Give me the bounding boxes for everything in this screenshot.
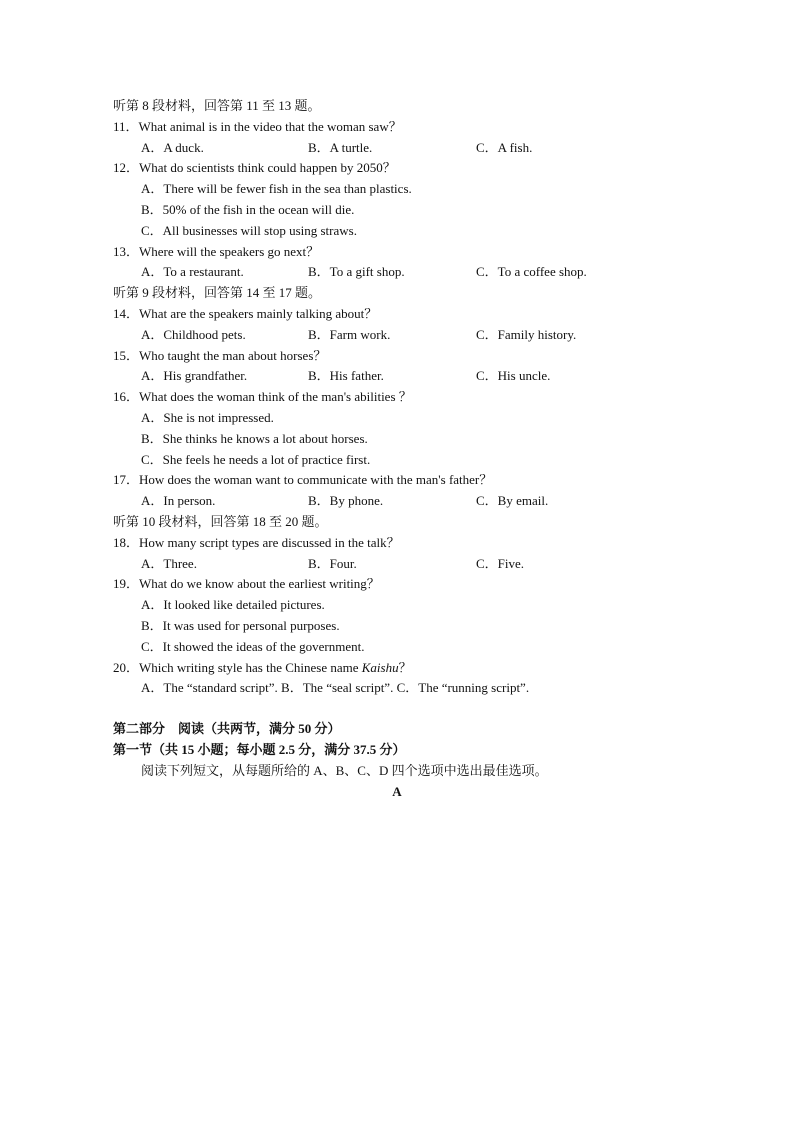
question-17-options xyxy=(113,491,713,512)
option-a: A．A duck. xyxy=(141,139,204,155)
option-a: A．His grandfather. xyxy=(141,368,248,384)
question-13-stem: 13．Where will the speakers go next？ xyxy=(113,243,320,259)
question-13-options xyxy=(113,262,713,283)
question-12-option-c: C．All businesses will stop using straws. xyxy=(141,222,357,238)
question-20-stem-text: 20．Which writing style has the Chinese name xyxy=(113,659,362,675)
option-b: B．Four. xyxy=(308,555,357,571)
question-18-stem: 18．How many script types are discussed in the talk？ xyxy=(113,534,400,550)
question-20-italic-term: Kaishu xyxy=(361,659,399,675)
option-a: A．Childhood pets. xyxy=(141,326,246,342)
question-15-stem: 15．Who taught the man about horses？ xyxy=(113,347,327,363)
option-c: C．To a coffee shop. xyxy=(476,264,587,280)
question-11-stem: 11．What animal is in the video that the woman saw？ xyxy=(113,118,402,134)
option-c: C．A fish. xyxy=(476,139,533,155)
question-12-stem: 12．What do scientists think could happen by 2050？ xyxy=(113,160,396,176)
question-12-option-b: B．50% of the fish in the ocean will die. xyxy=(141,201,355,217)
option-a: A．Three. xyxy=(141,555,197,571)
question-14-options xyxy=(113,325,713,346)
question-12-option-a: A．There will be fewer fish in the sea than plastics. xyxy=(141,181,412,197)
question-15-options xyxy=(113,366,713,387)
option-b: B．His father. xyxy=(308,368,384,384)
option-b: B．Farm work. xyxy=(308,326,391,342)
question-14-stem: 14．What are the speakers mainly talking about？ xyxy=(113,305,378,321)
question-16-option-a: A．She is not impressed. xyxy=(141,409,274,425)
question-18-options xyxy=(113,554,713,575)
passage-label: A xyxy=(392,783,402,799)
option-b: B．By phone. xyxy=(308,493,384,509)
question-11-options xyxy=(113,138,713,159)
option-a: A．In person. xyxy=(141,493,216,509)
section-9-header: 听第 9 段材料，回答第 14 至 17 题。 xyxy=(113,285,322,301)
question-20-stem-end: ？ xyxy=(398,659,412,675)
part-2-instructions: 阅读下列短文，从每题所给的 A、B、C、D 四个选项中选出最佳选项。 xyxy=(141,762,548,778)
question-16-option-b: B．She thinks he knows a lot about horses. xyxy=(141,430,368,446)
option-c: C．His uncle. xyxy=(476,368,551,384)
section-8-header: 听第 8 段材料，回答第 11 至 13 题。 xyxy=(113,98,321,113)
question-16-stem: 16．What does the woman think of the man's abilities ？ xyxy=(113,389,412,405)
question-20-stem xyxy=(113,658,713,679)
question-16-option-c: C．She feels he needs a lot of practice first. xyxy=(141,451,371,467)
option-c: C．Five. xyxy=(476,555,525,571)
part-2-title: 第二部分 阅读（共两节，满分 50 分） xyxy=(113,721,341,737)
section-10-header: 听第 10 段材料，回答第 18 至 20 题。 xyxy=(113,513,328,529)
option-c: C．By email. xyxy=(476,493,549,509)
option-b: B．A turtle. xyxy=(308,139,373,155)
question-17-stem: 17．How does the woman want to communicate with the man's father？ xyxy=(113,472,493,488)
option-a: A．To a restaurant. xyxy=(141,264,244,280)
question-20-options: A．The “standard script”. B．The “seal script”. C．The “running script”. xyxy=(141,680,530,696)
spacer xyxy=(113,699,713,719)
question-19-stem: 19．What do we know about the earliest writing？ xyxy=(113,576,380,592)
exam-page xyxy=(113,96,713,802)
option-c: C．Family history. xyxy=(476,326,577,342)
part-2-subtitle: 第一节（共 15 小题；每小题 2.5 分，满分 37.5 分） xyxy=(113,741,406,757)
option-b: B．To a gift shop. xyxy=(308,264,405,280)
question-19-option-a: A．It looked like detailed pictures. xyxy=(141,597,325,613)
question-19-option-b: B．It was used for personal purposes. xyxy=(141,617,340,633)
question-19-option-c: C．It showed the ideas of the government. xyxy=(141,638,365,654)
